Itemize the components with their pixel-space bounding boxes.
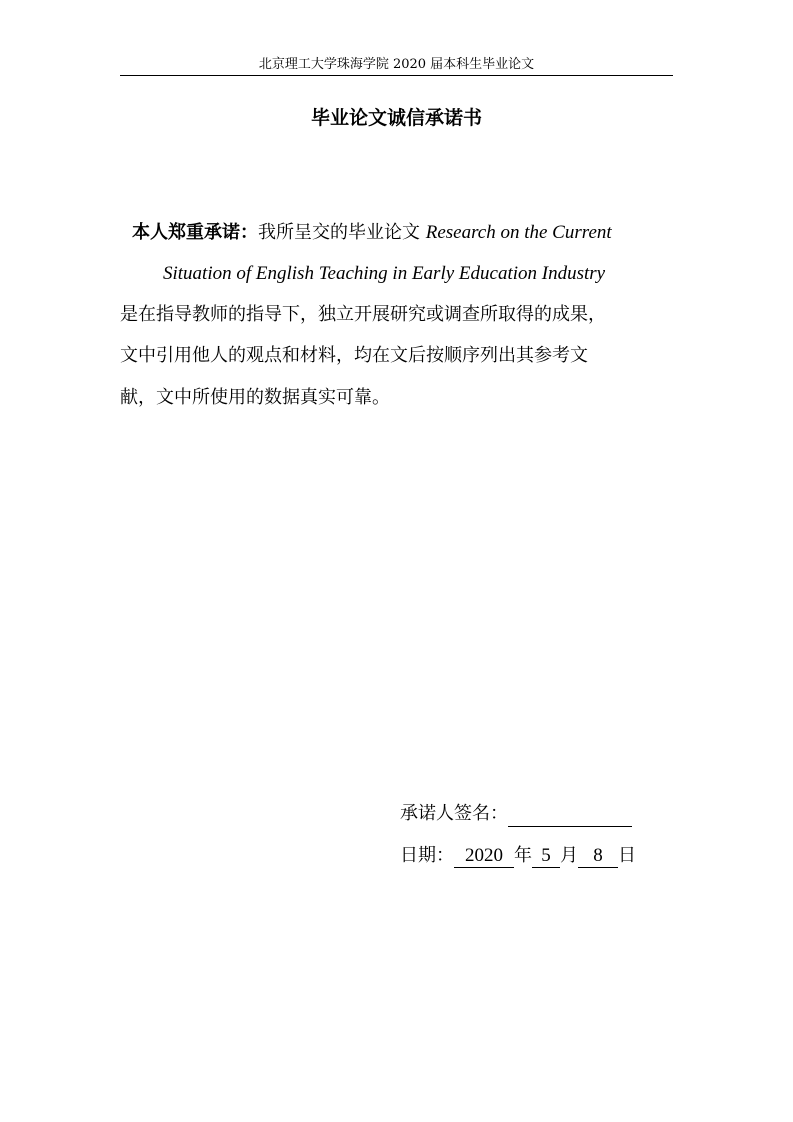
date-day-unit: 日 bbox=[618, 845, 636, 866]
pledge-line-2 bbox=[163, 261, 605, 287]
thesis-title-part2: Situation of English Teaching in Early Education Industry bbox=[163, 263, 606, 284]
date-month-unit: 月 bbox=[560, 845, 578, 866]
date-label: 日期： bbox=[400, 845, 454, 866]
thesis-title-part1: Research on the Current bbox=[425, 222, 612, 243]
date-row bbox=[400, 843, 636, 869]
pledge-line-5: 献，文中所使用的数据真实可靠。 bbox=[120, 387, 390, 408]
signature-row bbox=[400, 801, 632, 827]
pledge-line-3: 是在指导教师的指导下，独立开展研究或调查所取得的成果， bbox=[120, 304, 606, 325]
pledge-line-4: 文中引用他人的观点和材料，均在文后按顺序列出其参考文 bbox=[120, 345, 588, 366]
pledge-line-1 bbox=[132, 220, 612, 246]
signature-label: 承诺人签名： bbox=[400, 803, 508, 824]
date-year-unit: 年 bbox=[514, 845, 532, 866]
date-day-field[interactable]: 8 bbox=[578, 845, 618, 868]
date-month-field[interactable]: 5 bbox=[532, 845, 560, 868]
running-header: 北京理工大学珠海学院 2020 届本科生毕业论文 bbox=[258, 57, 535, 72]
date-year-field[interactable]: 2020 bbox=[454, 845, 514, 868]
header-rule bbox=[120, 75, 673, 76]
pledge-lead: 本人郑重承诺： bbox=[132, 222, 258, 243]
page-title: 毕业论文诚信承诺书 bbox=[310, 107, 482, 129]
pledge-intro: 我所呈交的毕业论文 bbox=[258, 222, 420, 243]
signature-field[interactable] bbox=[508, 806, 632, 827]
